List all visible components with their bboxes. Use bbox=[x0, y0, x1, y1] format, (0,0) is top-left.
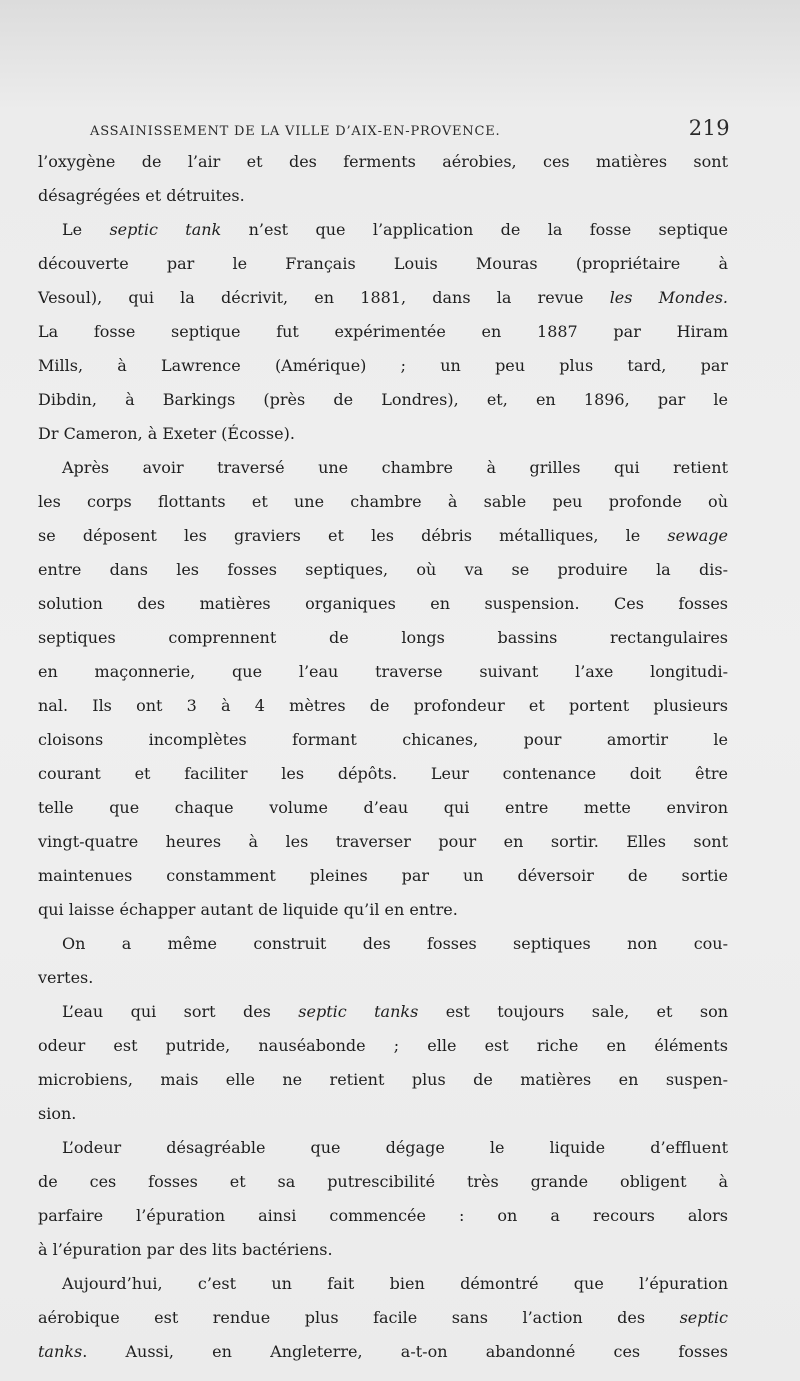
text-line bbox=[38, 900, 728, 934]
text-line bbox=[38, 1206, 728, 1240]
text-line bbox=[38, 526, 728, 560]
text-run: odeur est putride, nauséabonde ; elle est riche en éléments bbox=[38, 1036, 728, 1055]
text-line bbox=[38, 1138, 728, 1172]
text-run: vingt-quatre heures à les traverser pour en sortir. Elles sont bbox=[38, 832, 728, 851]
text-line bbox=[38, 220, 728, 254]
text-line bbox=[38, 594, 728, 628]
text-line bbox=[38, 1104, 728, 1138]
text-run: cloisons incomplètes formant chicanes, pour amortir le bbox=[38, 730, 728, 749]
text-run: Le bbox=[62, 220, 110, 239]
text-run: est toujours sale, et son bbox=[418, 1002, 729, 1021]
text-run: entre dans les fosses septiques, où va se produire la dis- bbox=[38, 560, 728, 579]
text-line bbox=[38, 1342, 728, 1376]
italic-text: tanks bbox=[38, 1342, 83, 1361]
text-line bbox=[38, 152, 728, 186]
running-title: assainissement de la ville d’aix-en-provence. bbox=[90, 118, 501, 140]
text-run: Vesoul), qui la décrivit, en 1881, dans la revue bbox=[38, 288, 610, 307]
text-line bbox=[38, 628, 728, 662]
text-line bbox=[38, 424, 728, 458]
text-run: solution des matières organiques en suspension. Ces fosses bbox=[38, 594, 728, 613]
text-run: à l’épuration par des lits bactériens. bbox=[38, 1240, 333, 1259]
text-run: n’est que l’application de la fosse septique bbox=[221, 220, 729, 239]
page-header bbox=[90, 116, 730, 140]
text-line bbox=[38, 458, 728, 492]
text-run: vertes. bbox=[38, 968, 94, 987]
text-run: courant et faciliter les dépôts. Leur contenance doit être bbox=[38, 764, 728, 783]
text-run: se déposent les graviers et les débris métalliques, le bbox=[38, 526, 668, 545]
text-run: L’odeur désagréable que dégage le liquide d’effluent bbox=[62, 1138, 728, 1157]
text-line bbox=[38, 662, 728, 696]
text-run: désagrégées et détruites. bbox=[38, 186, 245, 205]
text-line bbox=[38, 696, 728, 730]
text-line bbox=[38, 1172, 728, 1206]
page-number: 219 bbox=[688, 116, 730, 140]
text-line bbox=[38, 356, 728, 390]
italic-text: sewage bbox=[667, 526, 728, 545]
italic-text: septic tanks bbox=[298, 1002, 419, 1021]
italic-text: septic bbox=[679, 1308, 728, 1327]
text-line bbox=[38, 1070, 728, 1104]
text-run: découverte par le Français Louis Mouras (propriétaire à bbox=[38, 254, 728, 273]
text-line bbox=[38, 390, 728, 424]
text-run: Mills, à Lawrence (Amérique) ; un peu plus tard, par bbox=[38, 356, 728, 375]
text-line bbox=[38, 968, 728, 1002]
text-run: microbiens, mais elle ne retient plus de matières en suspen- bbox=[38, 1070, 728, 1089]
text-line bbox=[38, 492, 728, 526]
text-run: maintenues constamment pleines par un déversoir de sortie bbox=[38, 866, 728, 885]
text-line bbox=[38, 798, 728, 832]
italic-text: septic tank bbox=[109, 220, 222, 239]
text-line bbox=[38, 866, 728, 900]
text-line bbox=[38, 1274, 728, 1308]
text-run: aérobique est rendue plus facile sans l’action des bbox=[38, 1308, 680, 1327]
text-line bbox=[38, 322, 728, 356]
text-line bbox=[38, 1002, 728, 1036]
text-run: qui laisse échapper autant de liquide qu’il en entre. bbox=[38, 900, 458, 919]
text-run: Dr Cameron, à Exeter (Écosse). bbox=[38, 424, 295, 443]
text-line bbox=[38, 832, 728, 866]
text-line bbox=[38, 288, 728, 322]
text-line bbox=[38, 764, 728, 798]
text-line bbox=[38, 730, 728, 764]
text-line bbox=[38, 1036, 728, 1070]
text-run: sion. bbox=[38, 1104, 77, 1123]
text-line bbox=[38, 934, 728, 968]
text-run: Après avoir traversé une chambre à grilles qui retient bbox=[62, 458, 728, 477]
text-run: Aujourd’hui, c’est un fait bien démontré que l’épuration bbox=[62, 1274, 728, 1293]
text-line bbox=[38, 1240, 728, 1274]
text-run: Dibdin, à Barkings (près de Londres), et, en 1896, par le bbox=[38, 390, 728, 409]
text-run: en maçonnerie, que l’eau traverse suivant l’axe longitudi- bbox=[38, 662, 728, 681]
text-line bbox=[38, 1308, 728, 1342]
text-run: parfaire l’épuration ainsi commencée : on a recours alors bbox=[38, 1206, 728, 1225]
text-run: nal. Ils ont 3 à 4 mètres de profondeur et portent plusieurs bbox=[38, 696, 728, 715]
text-run: L’eau qui sort des bbox=[62, 1002, 299, 1021]
text-run: les corps flottants et une chambre à sable peu profonde où bbox=[38, 492, 728, 511]
text-run: La fosse septique fut expérimentée en 1887 par Hiram bbox=[38, 322, 728, 341]
text-run: de ces fosses et sa putrescibilité très grande obligent à bbox=[38, 1172, 728, 1191]
text-run: telle que chaque volume d’eau qui entre mette environ bbox=[38, 798, 728, 817]
text-run: On a même construit des fosses septiques non cou- bbox=[62, 934, 728, 953]
text-line bbox=[38, 186, 728, 220]
italic-text: les Mondes. bbox=[609, 288, 728, 307]
text-run: septiques comprennent de longs bassins rectangulaires bbox=[38, 628, 728, 647]
text-line bbox=[38, 254, 728, 288]
text-line bbox=[38, 560, 728, 594]
body-text bbox=[38, 152, 728, 1376]
text-run: l’oxygène de l’air et des ferments aérobies, ces matières sont bbox=[38, 152, 728, 171]
text-run: . Aussi, en Angleterre, a-t-on abandonné ces fosses bbox=[82, 1342, 728, 1361]
